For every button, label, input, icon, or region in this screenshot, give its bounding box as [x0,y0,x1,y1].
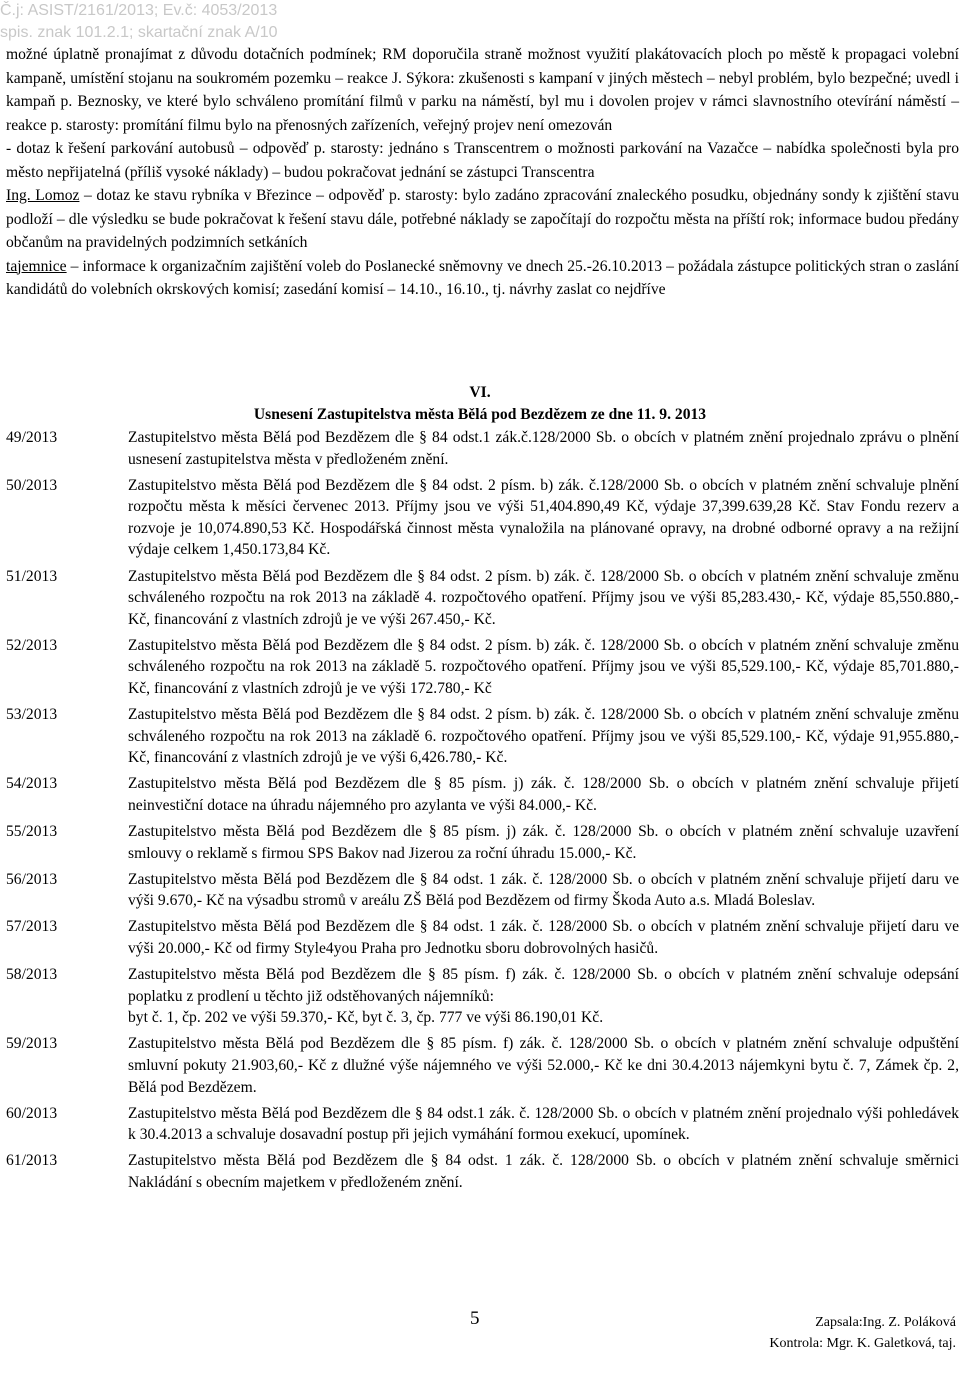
resolution-text: Zastupitelstvo města Bělá pod Bezdězem dle § 85 písm. f) zák. č. 128/2000 Sb. o obcích v platném znění schvaluje odpuštění smluvní pokuty 21.903,60,- Kč z dlužné výše nájemného ve výši 52.000,- Kč ke dni 30.4.2013 nájemkyni bytu č. 7, Zámek čp. 2, Bělá pod Bezdězem. [128,1035,959,1096]
registry-watermark [0,0,278,44]
page-number: 5 [470,1308,480,1329]
resolution-item [6,1150,959,1193]
resolution-number: 55/2013 [6,823,58,841]
resolution-item [6,566,959,631]
resolution-text: Zastupitelstvo města Bělá pod Bezdězem dle § 84 odst. 1 zák. č. 128/2000 Sb. o obcích v platném znění schvaluje přijetí daru ve výši 9.670,- Kč na výsadbu stromů v areálu ZŠ Bělá pod Bezdězem od firmy Škoda Auto a.s. Mladá Boleslav. [128,870,959,910]
resolution-item [6,964,959,1029]
resolution-number: 53/2013 [6,706,58,724]
resolution-text: Zastupitelstvo města Bělá pod Bezdězem dle § 84 odst.1 zák. č. 128/2000 Sb. o obcích v platném znění projednalo výši pohledávek k 30.4.2013 a schvaluje dosavadní postup při jejich vymáhání formou exekucí, upomínek. [128,1104,959,1144]
resolution-item [6,635,959,700]
resolution-number: 57/2013 [6,918,58,936]
speaker-name-lomoz: Ing. Lomoz [6,187,80,204]
section-title: Usnesení Zastupitelstva města Bělá pod Bezdězem ze dne 11. 9. 2013 [253,406,707,423]
elections-text: – informace k organizačním zajištění voleb do Poslanecké sněmovny ve dnech 25.-26.10.2013 – požádala zástupce politických stran o zaslání kandidátů do volebních okrskových komisí; zasedání komisí – 14.10., 16.10., tj. návrhy zaslat co nejdříve [6,257,959,298]
notes-paragraph-elections [6,255,959,302]
resolution-number: 54/2013 [6,775,58,793]
pond-text: – dotaz ke stavu rybníka v Březince – odpověď p. starosty: bylo zadáno zpracování znaleckého posudku, objednány sondy k zjištění stavu podloží – dle výsledku se bude pokračovat k řešení stavu dále, potřebné náklady se započítají do rozpočtu města na příští rok; informace budou předány občanům na pravidelných podzimních setkáních [6,187,959,251]
resolution-number: 49/2013 [6,429,58,446]
discussion-notes [6,43,959,302]
notes-paragraph-bus-parking: - dotaz k řešení parkování autobusů – odpověď p. starosty: jednáno s Transcentrem o možnosti parkování na Vazačce – nabídka společnosti byla pro město nepřijatelná (příliš vysoké náklady) – budou pokračovat jednání se zástupci Transcentra [6,140,959,181]
resolution-text: Zastupitelstvo města Bělá pod Bezdězem dle § 84 odst. 2 písm. b) zák. č. 128/2000 Sb. o obcích v platném znění schvaluje změnu schváleného rozpočtu na rok 2013 na základě 6. rozpočtového opatření. Příjmy jsou ve výši 85,529.100,- Kč, výdaje 91,955.880,- Kč, financování z vlastních zdrojů je ve výši 6,426.780,- Kč. [128,706,959,767]
resolution-number: 61/2013 [6,1152,58,1170]
resolution-item [6,821,959,864]
resolution-number: 56/2013 [6,870,58,888]
signature-block [769,1312,956,1354]
resolution-list [6,427,959,1198]
resolution-item [6,916,959,959]
resolution-text: Zastupitelstvo města Bělá pod Bezdězem dle § 84 odst. 1 zák. č. 128/2000 Sb. o obcích v platném znění schvaluje směrnici Nakládání s obecním majetkem v předloženém znění. [128,1152,959,1191]
watermark-line-reference: Č.j: ASIST/2161/2013; Ev.č: 4053/2013 [0,2,278,19]
resolution-text: Zastupitelstvo města Bělá pod Bezdězem dle § 84 odst. 2 písm. b) zák. č.128/2000 Sb. o obcích v platném znění schvaluje plnění rozpočtu města k měsíci červenec 2013. Příjmy jsou ve výši 51,404.890,49 Kč, výdaje 37,399.639,28 Kč. Stav Fondu rezerv a rozvoje je 10,074.890,53 Kč. Hospodářská činnost města vynaložila na plánované opravy, na drobné odborné opravy a na režijní výdaje celkem 1,450.173,84 Kč. [128,476,959,559]
watermark-line-file-code: spis. znak 101.2.1; skartační znak A/10 [0,24,278,41]
resolution-item [6,427,959,470]
resolution-text [128,964,959,1029]
resolution-item [6,704,959,769]
resolution-text: Zastupitelstvo města Bělá pod Bezdězem dle § 84 odst. 1 zák. č. 128/2000 Sb. o obcích v platném znění schvaluje přijetí daru ve výši 20.000,- Kč od firmy Style4you Praha pro Jednotku sboru dobrovolných hasičů. [128,918,959,958]
resolution-text: Zastupitelstvo města Bělá pod Bezdězem dle § 84 odst. 2 písm. b) zák. č. 128/2000 Sb. o obcích v platném znění schvaluje změnu schváleného rozpočtu na rok 2013 na základě 4. rozpočtového opatření. Příjmy jsou ve výši 85,283.430,- Kč, výdaje 85,550.880,- Kč, financování z vlastních zdrojů je ve výši 267.450,- Kč. [128,567,959,628]
notes-paragraph-campaign: možné úplatně pronajímat z důvodu dotačních podmínek; RM doporučila straně možnost využití plakátovacích ploch po městě k propagaci volební kampaně, umístění stojanu na soukromém pozemku – reakce J. Sýkora: zkušenosti s kampaní v jiných městech – nebyl problém, bylo bezpečné; uvedl i kampaň p. Beznosky, ve které bylo schváleno promítání filmů v parku na náměstí, byl mu i dovolen projev v rámci slavnostního otevírání náměstí – reakce p. starosty: promítání filmu bylo na přenosných zařízeních, veřejný projev není omezován [6,46,959,134]
resolution-text: Zastupitelstvo města Bělá pod Bezdězem dle § 85 písm. j) zák. č. 128/2000 Sb. o obcích v platném znění schvaluje přijetí neinvestiční dotace na úhradu nájemného pro azylanta ve výši 84.000,- Kč. [128,775,959,814]
resolution-item [6,869,959,912]
resolution-item [6,1103,959,1146]
resolution-text-apartments: byt č. 1, čp. 202 ve výši 59.370,- Kč, byt č. 3, čp. 777 ve výši 86.190,01 Kč. [128,1009,604,1027]
resolution-text: Zastupitelstvo města Bělá pod Bezdězem dle § 84 odst. 2 písm. b) zák. č. 128/2000 Sb. o obcích v platném znění schvaluje změnu schváleného rozpočtu na rok 2013 na základě 5. rozpočtového opatření. Příjmy jsou ve výši 85,529.100,- Kč, výdaje 85,701.880,- Kč, financování z vlastních zdrojů je ve výši 172.780,- Kč [128,636,959,698]
resolution-text: Zastupitelstvo města Bělá pod Bezdězem dle § 84 odst.1 zák.č.128/2000 Sb. o obcích v platném znění projednalo zprávu o plnění usnesení zastupitelstva města v předloženém znění. [128,429,959,468]
recorded-by: Zapsala:Ing. Z. Poláková [815,1315,956,1330]
resolution-number: 52/2013 [6,636,58,654]
notes-paragraph-pond [6,184,959,255]
resolution-number: 50/2013 [6,476,58,494]
resolution-number: 58/2013 [6,966,58,984]
resolution-number: 59/2013 [6,1035,58,1053]
resolution-number: 51/2013 [6,567,58,585]
section-numeral: VI. [469,384,491,401]
resolution-item [6,475,959,561]
checked-by: Kontrola: Mgr. K. Galetková, taj. [769,1336,956,1351]
section-heading [0,382,960,426]
resolution-item [6,1033,959,1098]
resolution-text-main: Zastupitelstvo města Bělá pod Bezdězem dle § 85 písm. f) zák. č. 128/2000 Sb. o obcích v platném znění schvaluje odepsání poplatku z prodlení u těchto již odstěhovaných nájemníků: [128,966,959,1005]
speaker-name-secretary: tajemnice [6,257,67,275]
resolution-number: 60/2013 [6,1104,58,1122]
resolution-text: Zastupitelstvo města Bělá pod Bezdězem dle § 85 písm. j) zák. č. 128/2000 Sb. o obcích v platném znění schvaluje uzavření smlouvy o reklamě s firmou SPS Bakov nad Jizerou za roční úhradu 15.000,- Kč. [128,823,959,862]
resolution-item [6,773,959,816]
